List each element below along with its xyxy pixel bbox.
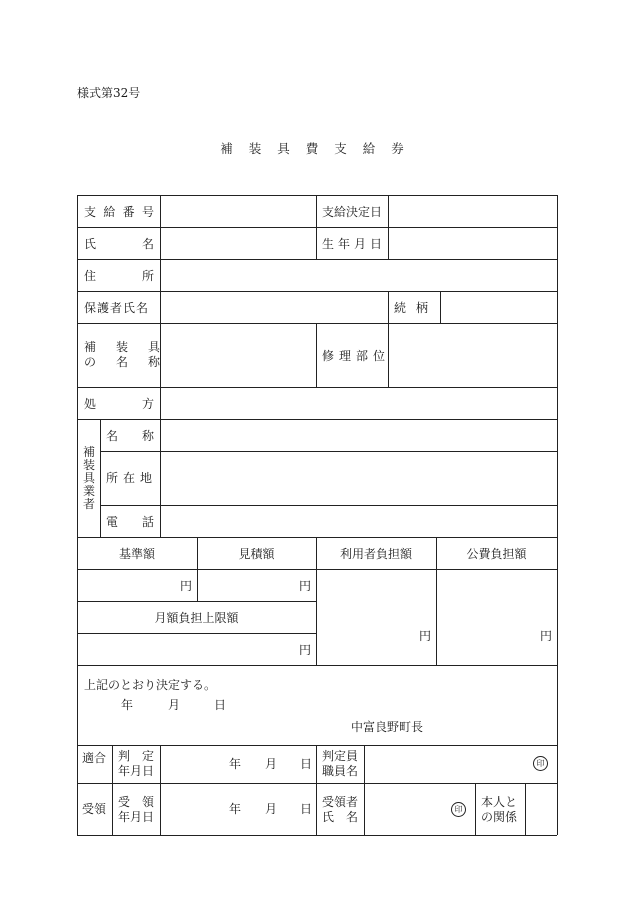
label-device-1: 補装具 (84, 340, 181, 354)
judge-month: 月 (265, 757, 278, 771)
label-conform: 適合 (82, 751, 107, 765)
form-number: 様式第32号 (77, 86, 141, 100)
label-vendor-name-char: 名 (106, 429, 119, 443)
label-birth: 生年月日 (322, 237, 387, 251)
label-relation: 続柄 (394, 301, 439, 315)
label-judge-date-2: 年月日 (118, 764, 155, 778)
label-char: 給 (103, 205, 116, 219)
label-receiver-2: 氏 名 (322, 810, 359, 824)
label-relation2-1: 本人と (481, 795, 518, 809)
row-line (77, 835, 557, 836)
row-line (77, 419, 557, 420)
col-line (557, 195, 558, 835)
row-line (77, 291, 557, 292)
row-line (77, 259, 557, 260)
col-line (100, 419, 101, 537)
label-char: 号 (141, 205, 154, 219)
row-line (77, 323, 557, 324)
seal-mark-judge: 印 (533, 756, 548, 771)
yen-monthly-cap: 円 (299, 643, 312, 657)
label-guardian: 保護者氏名 (84, 301, 150, 315)
row-line (100, 505, 557, 506)
col-line (475, 783, 476, 835)
label-address-char: 所 (141, 269, 154, 283)
col-line (364, 745, 365, 835)
col-line (316, 323, 317, 387)
label-judge-date-1: 判 定 (118, 749, 155, 763)
decision-month: 月 (168, 698, 181, 712)
label-public-burden: 公費負担額 (466, 547, 527, 561)
label-vendor-phone-char: 電 (106, 515, 119, 529)
row-line (77, 537, 557, 538)
decision-day: 日 (214, 698, 227, 712)
col-line (440, 291, 441, 323)
label-number (84, 205, 154, 219)
row-line (77, 227, 557, 228)
label-decision-date: 支給決定日 (322, 205, 383, 219)
label-prescription (84, 397, 154, 411)
label-receipt: 受領 (82, 802, 107, 816)
label-vendor-name-char: 称 (141, 429, 154, 443)
receipt-month: 月 (265, 802, 278, 816)
label-prescription-char: 方 (141, 397, 154, 411)
label-char: 番 (122, 205, 135, 219)
label-repair: 修理部位 (322, 349, 391, 363)
yen-estimate: 円 (299, 579, 312, 593)
col-line (525, 783, 526, 835)
label-monthly-cap: 月額負担上限額 (154, 611, 239, 625)
label-vendor-vertical: 補装具業者 (82, 445, 95, 511)
receipt-year: 年 (229, 802, 242, 816)
row-line (77, 387, 557, 388)
label-receipt-date-1: 受 領 (118, 795, 155, 809)
label-name-char: 名 (141, 237, 154, 251)
row-line (77, 633, 317, 634)
row-line (100, 451, 557, 452)
col-line (160, 745, 161, 835)
col-line (316, 195, 317, 259)
yen-public-burden: 円 (540, 629, 553, 643)
row-line (77, 569, 557, 570)
col-line (388, 195, 389, 259)
yen-user-burden: 円 (419, 629, 432, 643)
label-device-2: の名称 (84, 355, 181, 369)
col-line (388, 291, 389, 323)
label-base-amount: 基準額 (118, 547, 155, 561)
yen-base: 円 (180, 579, 193, 593)
seal-mark-receiver: 印 (451, 802, 466, 817)
row-line (77, 745, 557, 746)
judge-day: 日 (300, 757, 313, 771)
label-name-char: 氏 (84, 237, 97, 251)
label-vendor-location: 所在地 (106, 471, 158, 485)
label-vendor-phone (106, 515, 154, 529)
label-vendor-phone-char: 話 (141, 515, 154, 529)
label-receipt-date-2: 年月日 (118, 810, 155, 824)
judge-year: 年 (229, 757, 242, 771)
label-relation2-2: の関係 (481, 810, 518, 824)
label-address-char: 住 (84, 269, 97, 283)
col-line (77, 195, 78, 835)
decision-text: 上記のとおり決定する。 (84, 678, 217, 692)
label-judge-staff-1: 判定員 (322, 749, 359, 763)
document-title: 補装具費支給券 (220, 141, 420, 156)
label-judge-staff-2: 職員名 (322, 764, 359, 778)
label-user-burden: 利用者負担額 (339, 547, 412, 561)
mayor-name: 中富良野町長 (351, 720, 424, 734)
decision-year: 年 (121, 698, 134, 712)
label-name (84, 237, 154, 251)
label-address (84, 269, 154, 283)
row-line (77, 665, 557, 666)
label-estimate: 見積額 (238, 547, 275, 561)
label-vendor-name (106, 429, 154, 443)
label-char: 支 (84, 205, 97, 219)
row-line (77, 601, 317, 602)
col-line (316, 745, 317, 835)
col-line (112, 745, 113, 835)
label-prescription-char: 処 (84, 397, 97, 411)
receipt-day: 日 (300, 802, 313, 816)
row-line (77, 783, 557, 784)
row-line (77, 195, 557, 196)
label-receiver-1: 受領者 (322, 795, 359, 809)
